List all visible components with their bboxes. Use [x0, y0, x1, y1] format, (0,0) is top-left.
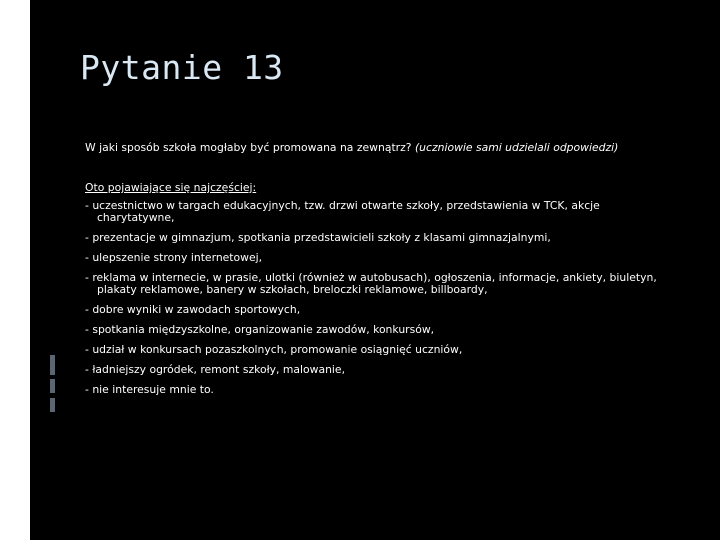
slide-title: Pytanie 13: [80, 48, 284, 87]
side-decoration-bar: [50, 379, 55, 393]
title-accent-bar: [48, 52, 58, 84]
list-item: - spotkania międzyszkolne, organizowanie zawodów, konkursów,: [85, 323, 435, 336]
question-hint: (uczniowie sami udzielali odpowiedzi): [414, 141, 619, 154]
list-item: - prezentacje w gimnazjum, spotkania przedstawicieli szkoły z klasami gimnazjalnymi,: [85, 231, 551, 244]
slide: [30, 0, 720, 540]
question-text: [85, 142, 665, 154]
list-item: - nie interesuje mnie to.: [85, 383, 214, 396]
question: W jaki sposób szkoła mogłaby być promowana na zewnątrz?: [85, 141, 412, 154]
list-item: - uczestnictwo w targach edukacyjnych, tzw. drzwi otwarte szkoły, przedstawienia w TCK, akcje charytatywne,: [85, 199, 600, 224]
answers-list: [85, 200, 665, 396]
slide-body: [85, 142, 665, 404]
list-item: - udział w konkursach pozaszkolnych, promowanie osiągnięć uczniów,: [85, 343, 463, 356]
list-item: - dobre wyniki w zawodach sportowych,: [85, 303, 301, 316]
list-item: - reklama w internecie, w prasie, ulotki (również w autobusach), ogłoszenia, informacje, ankiety, biuletyn, plakaty reklamowe, banery w szkołach, breloczki reklamowe, billboardy,: [85, 271, 657, 296]
side-decoration-bar: [50, 398, 55, 412]
side-decoration-bar: [50, 355, 55, 375]
answers-intro: Oto pojawiające się najczęściej:: [85, 181, 257, 194]
list-item: - ładniejszy ogródek, remont szkoły, malowanie,: [85, 363, 346, 376]
list-item: - ulepszenie strony internetowej,: [85, 251, 263, 264]
